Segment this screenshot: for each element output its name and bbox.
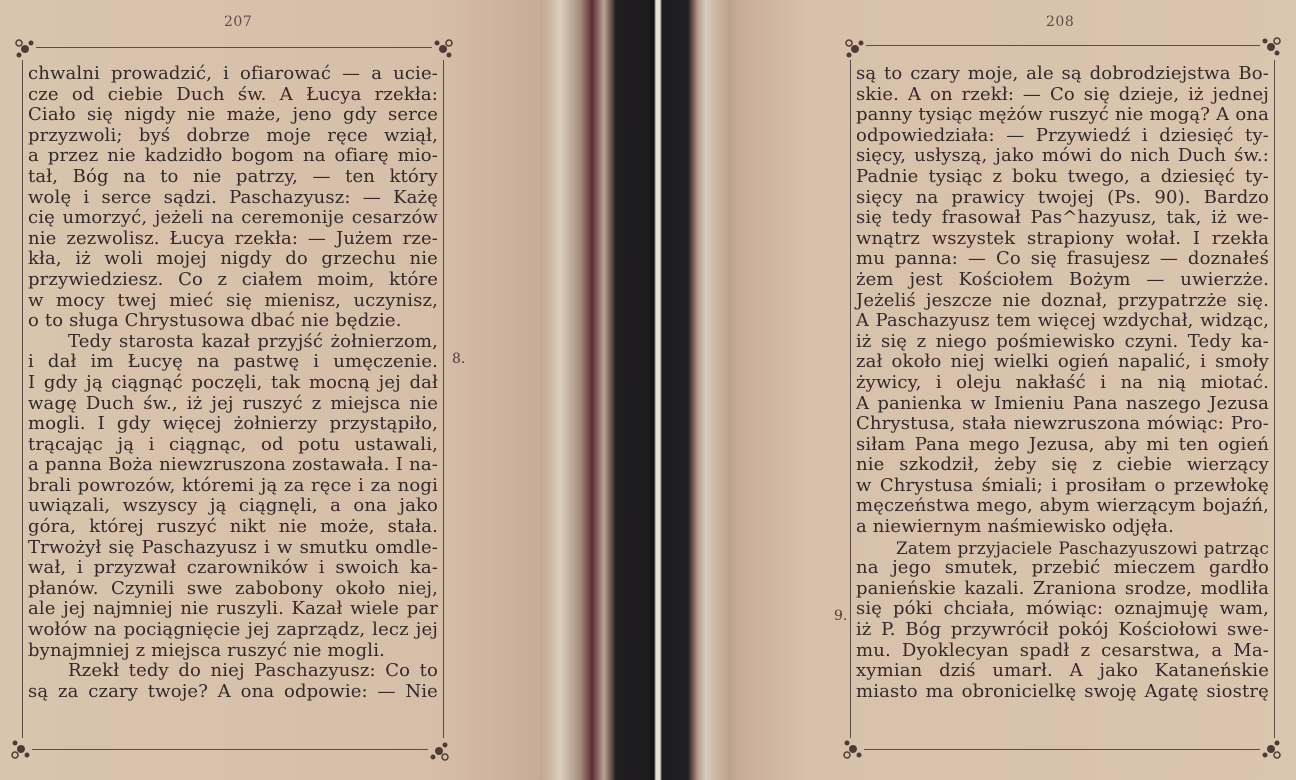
text-line: się tedy frasował Pas^hazyusz, tak, iż we- [856, 207, 1269, 229]
text-line: w Chrystusa śmiali; i prosiłam o przewłokę [856, 474, 1269, 496]
text-line: Trwożył się Paschazyusz i w smutku omdle- [28, 536, 438, 558]
text-line: Ciało się nigdy nie maże, jeno gdy serce [28, 104, 438, 126]
corner-ornament-icon [432, 38, 454, 60]
frame-top-rule [866, 45, 1260, 46]
text-line: mu panna: — Co się frasujesz — doznałeś [856, 248, 1269, 270]
right-page [740, 0, 1296, 780]
text-line: wołów na pociągnięcie jej zaprządz, lecz jej [28, 619, 438, 641]
text-line: wagę Duch św., iż jej ruszyć z miejsca nie [28, 392, 438, 414]
frame-right-rule [1274, 60, 1275, 738]
frame-right-rule [443, 60, 444, 738]
text-line: kła, iż woli mojej nigdy do grzechu nie [28, 248, 438, 270]
corner-ornament-icon [842, 738, 864, 760]
text-line: są za czary twoje? A ona odpowie: — Nie [28, 680, 438, 702]
text-line: Chrystusa, stała niewzruszona mówiąc: Pro- [856, 413, 1269, 435]
text-line: siłam Pana mego Jezusa, aby mi ten ogień [856, 433, 1269, 455]
text-line: nie zezwolisz. Łucya rzekła: — Jużem rze- [28, 227, 438, 249]
text-line: Rzekł tedy do niej Paschazyusz: Co to [68, 660, 438, 682]
text-line: zał około niej wielki ogień napalić, i smoły [856, 351, 1269, 373]
text-line: tał, Bóg na to nie patrzy, — ten który [28, 165, 438, 187]
text-line: a przez nie kadzidło bogom na ofiarę mio- [28, 145, 438, 167]
corner-ornament-icon [844, 38, 866, 60]
text-line: panieńskie kazali. Zraniona srodze, modliła [856, 577, 1269, 599]
text-line: chwalni prowadzić, i ofiarować — a ucie- [28, 63, 438, 84]
corner-ornament-icon [1260, 738, 1282, 760]
text-line: Zatem przyjaciele Paschazyuszowi patrząc [896, 537, 1269, 558]
margin-section-number: 9. [834, 608, 848, 624]
text-line: cze od ciebie Duch św. A Łucya rzekła: [28, 83, 438, 105]
text-line: przyzwoli; byś dobrze moje ręce wziął, [28, 124, 438, 146]
text-line: miasto ma obronicielkę swoję Agatę siostrę [856, 680, 1269, 702]
text-line: ale jej najmniej nie ruszyli. Kazał wiele par [28, 598, 438, 620]
text-line: trącając ją i ciągnąc, od potu ustawali, [28, 433, 438, 455]
text-line: mogli. I gdy więcej żołnierzy przystąpiło, [28, 413, 438, 435]
corner-ornament-icon [10, 738, 32, 760]
text-line: skie. A on rzekł: — Co się dzieje, iż jednej [856, 83, 1269, 105]
text-line: żywicy, i oleju nakłaść i na nią miotać. [856, 371, 1269, 393]
text-line: a niewiernym naśmiewisko odjęła. [856, 516, 1175, 538]
frame-bottom-rule [864, 749, 1260, 750]
text-line: w mocy twej mieć się mienisz, uczynisz, [28, 289, 438, 311]
text-line: A panienka w Imieniu Pana naszego Jezusa [856, 392, 1269, 414]
text-line: a panna Boża niewzruszona zostawała. I na- [28, 454, 438, 476]
text-line: mu. Dyoklecyan spadł z cesarstwa, a Ma- [856, 639, 1269, 661]
page-number: 208 [1046, 14, 1075, 30]
text-line: A Paschazyusz tem więcej wzdychał, widząc, [856, 311, 1269, 332]
frame-left-rule [850, 60, 851, 738]
right-page-text [856, 64, 1269, 702]
frame-bottom-rule [32, 749, 428, 750]
text-line: wnątrz wszystek strapiony wołał. I rzekła [856, 227, 1269, 249]
text-line: cię umorzyć, jeżeli na ceremonije cesarzów [28, 207, 438, 229]
text-line: iż się z niego pośmiewisko czyni. Tedy ka- [856, 330, 1269, 352]
text-line: uwiązali, wszyscy ją ciągnęli, a ona jako [28, 495, 438, 517]
text-line: Padnie tysiąc z boku twego, a dziesięć ty- [856, 165, 1269, 187]
text-line: męczeństwa mego, abym wierzącym bojaźń, [856, 495, 1269, 517]
text-line: przywiedziesz. Co z ciałem moim, które [28, 268, 438, 290]
text-line: żem jest Kościołem Bożym — uwierzże. [856, 268, 1269, 290]
text-line: Jeżeliś jeszcze nie doznał, przypatrzże się. [856, 289, 1269, 311]
text-line: brali powrozów, któremi ją za ręce i za nogi [28, 474, 438, 496]
text-line: odpowiedziała: — Przywiedź i dziesięć ty- [856, 124, 1269, 146]
corner-ornament-icon [14, 38, 36, 60]
text-line: wolę i serce sądzi. Paschazyusz: — Każę [28, 186, 438, 208]
text-line: Tedy starosta kazał przyjść żołnierzom, [68, 330, 438, 352]
text-line: panny tysiąc mężów ruszyć nie mogą? A ona [856, 104, 1269, 126]
left-page-text [28, 64, 438, 702]
corner-ornament-icon [1260, 36, 1282, 58]
text-line: płanów. Czynili swe zabobony około niej, [28, 577, 438, 599]
margin-section-number: 8. [452, 351, 466, 367]
text-line: na jego smutek, przebić mieczem gardło [856, 557, 1269, 579]
book-gutter [540, 0, 740, 780]
left-page [0, 0, 540, 780]
text-line: sięcy na prawicy twojej (Ps. 90). Bardzo [856, 186, 1269, 208]
text-line: xymian dziś umarł. A jako Katanеńskie [856, 660, 1269, 682]
text-line: wał, i przyzwał czarowników i swoich ka- [28, 557, 438, 579]
text-line: się póki chciała, mówiąc: oznajmuję wam, [856, 598, 1269, 620]
page-number: 207 [224, 14, 253, 30]
frame-left-rule [22, 60, 23, 738]
text-line: sięcy, usłyszą, jako mówi do nich Duch św.: [856, 145, 1269, 167]
text-line: góra, której ruszyć nikt nie może, stała. [28, 516, 438, 538]
text-line: są to czary moje, ale są dobrodziejstwa Bo- [856, 63, 1269, 84]
text-line: o to sługa Chrystusowa dbać nie będzie. [28, 310, 402, 332]
text-line: iż P. Bóg przywrócił pokój Kościołowi swe- [856, 619, 1269, 641]
text-line: I gdy ją ciągnąć poczęli, tak mocną jej dał [28, 371, 438, 393]
frame-top-rule [36, 47, 432, 48]
text-line: bynajmniej z miejsca ruszyć nie mogli. [28, 639, 385, 661]
corner-ornament-icon [428, 740, 450, 762]
text-line: i dał im Łucyę na pastwę i umęczenie. [28, 351, 438, 373]
text-line: nie szkodził, żeby się z ciebie wierzący [856, 454, 1269, 476]
